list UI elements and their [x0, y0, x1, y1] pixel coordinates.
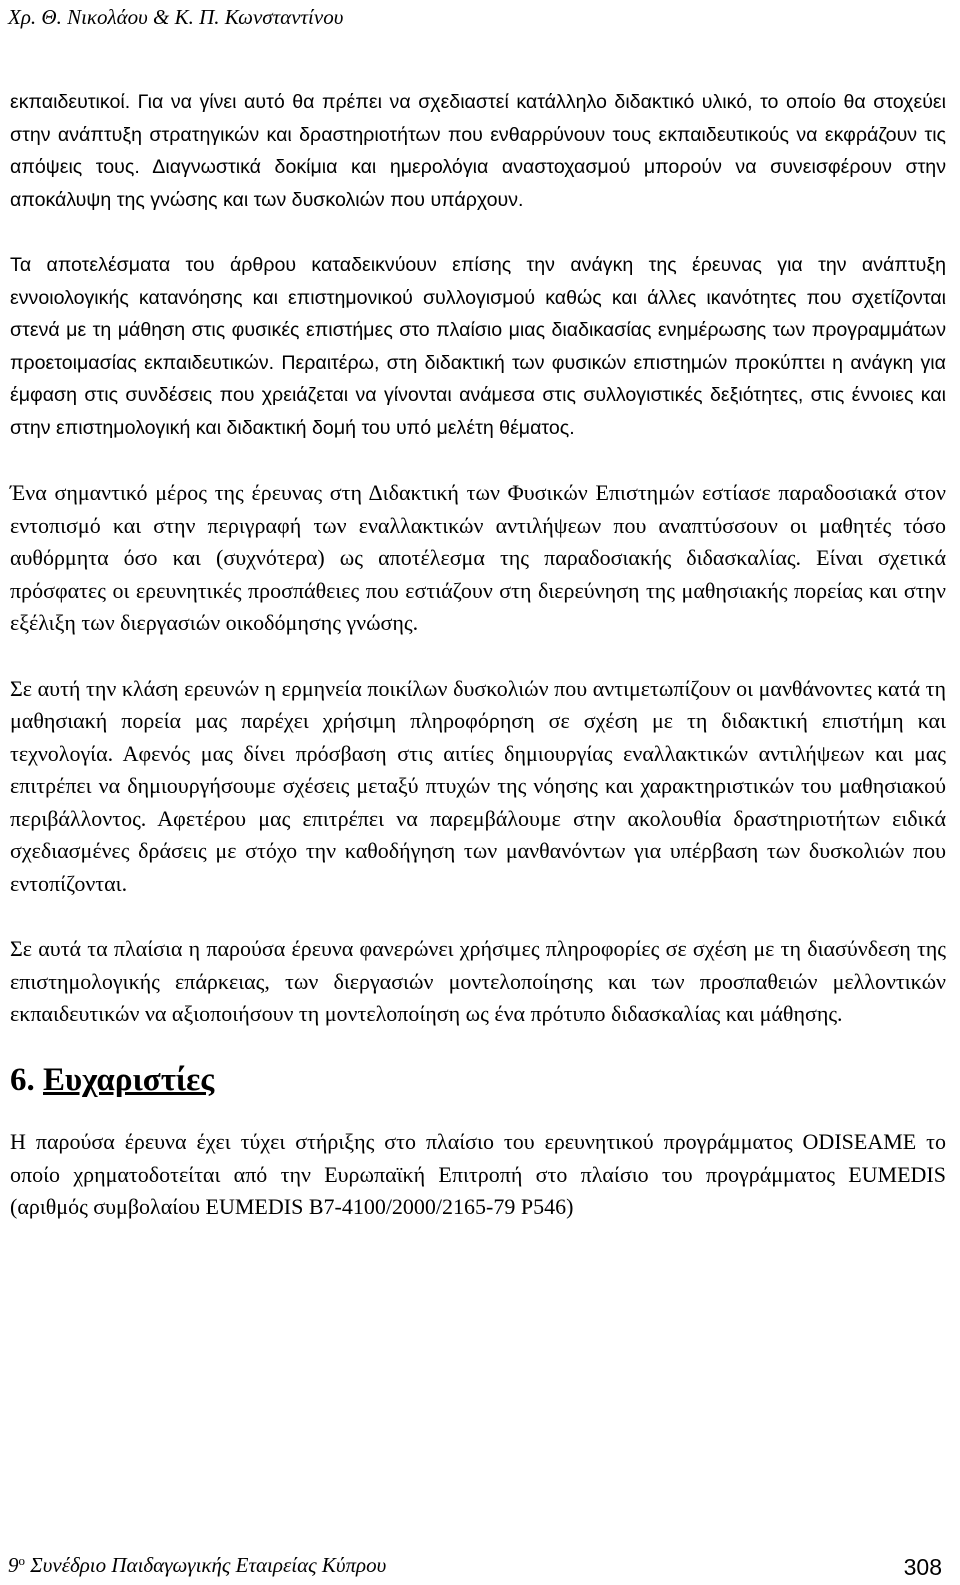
paragraph-5: Σε αυτά τα πλαίσια η παρούσα έρευνα φανερώνει χρήσιμες πληροφορίες σε σχέση με τη διασύνδεση της επιστημολογικής επάρκειας, των διεργασιών μοντελοποίησης και των προσπαθειών μελλοντικών εκπαιδευτικών να αξιοποιήσουν τη μοντελοποίηση ως ένα πρότυπο διδασκαλίας και μάθησης.: [10, 936, 946, 1026]
section-number: 6.: [10, 1061, 35, 1098]
paragraph-1: εκπαιδευτικοί. Για να γίνει αυτό θα πρέπει να σχεδιαστεί κατάλληλο διδακτικό υλικό, το οποίο θα στοχεύει στην ανάπτυξη στρατηγικών και δραστηριοτήτων που ενθαρρύνουν τους εκπαιδευτικούς να εκφράζουν τις απόψεις τους. Διαγνωστικά δοκίμια και ημερολόγια αναστοχασμού μπορούν να συνεισφέρουν στην αποκάλυψη της γνώσης και των δυσκολιών που υπάρχουν.: [10, 91, 946, 211]
paragraph-4: Σε αυτή την κλάση ερευνών η ερμηνεία ποικίλων δυσκολιών που αντιμετωπίζουν οι μανθάνοντες κατά τη μαθησιακή πορεία μας παρέχει χρήσιμη πληροφόρηση σε σχέση με τη διδακτική επιστήμη και τεχνολογία. Αφενός μας δίνει πρόσβαση στις αιτίες δημιουργίας εναλλακτικών αντιλήψεων και μας επιτρέπει να δημιουργήσουμε σχέσεις μεταξύ πτυχών της νόησης και χαρακτηριστικών του μαθησιακού περιβάλλοντος. Αφετέρου μας επιτρέπει να παρεμβάλουμε στην ακολουθία δραστηριοτήτων ειδικά σχεδιασμένες δράσεις με στόχο την καθοδήγηση των μανθανόντων για υπέρβαση των δυσκολιών που εντοπίζονται.: [10, 675, 946, 896]
section-title: Ευχαριστίες: [43, 1061, 215, 1098]
paragraph-3: Ένα σημαντικό μέρος της έρευνας στη Διδακτική των Φυσικών Επιστημών εστίασε παραδοσιακά στον εντοπισμό και στην περιγραφή των εναλλακτικών αντιλήψεων που αναπτύσσουν οι μαθητές τόσο αυθόρμητα όσο και (συχνότερα) ως αποτέλεσμα της παραδοσιακής διδασκαλίας. Είναι σχετικά πρόσφατες οι ερευνητικές προσπάθειες που εστιάζουν στη διερεύνηση της μαθησιακής πορείας και στην εξέλιξη των διεργασιών οικοδόμησης γνώσης.: [10, 480, 946, 635]
section-heading: [10, 1061, 946, 1098]
acknowledgements-paragraph: Η παρούσα έρευνα έχει τύχει στήριξης στο πλαίσιο του ερευνητικού προγράμματος ODISEAME το οποίο χρηματοδοτείται από την Ευρωπαϊκή Επιτροπή στο πλαίσιο του προγράμματος EUMEDIS (αριθμός συμβολαίου EUMEDIS B7-4100/2000/2165-79 P546): [10, 1129, 946, 1219]
running-head: Χρ. Θ. Νικολάου & Κ. Π. Κωνσταντίνου: [8, 5, 344, 29]
page-number: 308: [903, 1554, 942, 1580]
footer-ordinal-suffix: ο: [18, 1553, 25, 1568]
paragraph-2: Τα αποτελέσματα του άρθρου καταδεικνύουν επίσης την ανάγκη της έρευνας για την ανάπτυξη εννοιολογικής κατανόησης και επιστημονικού συλλογισμού καθώς και άλλες ικανότητες που σχετίζονται στενά με τη μάθηση στις φυσικές επιστήμες στο πλαίσιο μιας διαδικασίας ενημέρωσης των προγραμμάτων προετοιμασίας εκπαιδευτικών. Περαιτέρω, στη διδακτική των φυσικών επιστημών προκύπτει η ανάγκη για έμφαση στις συνδέσεις που χρειάζεται να γίνονται ανάμεσα στις συλλογιστικές δεξιότητες, στις έννοιες και στην επιστημολογική και διδακτική δομή του υπό μελέτη θέματος.: [10, 254, 946, 439]
footer-conference-name: Συνέδριο Παιδαγωγικής Εταιρείας Κύπρου: [30, 1553, 387, 1577]
footer-ordinal-number: 9: [8, 1553, 19, 1577]
document-body: [10, 86, 946, 1257]
footer-conference: [8, 1548, 386, 1578]
